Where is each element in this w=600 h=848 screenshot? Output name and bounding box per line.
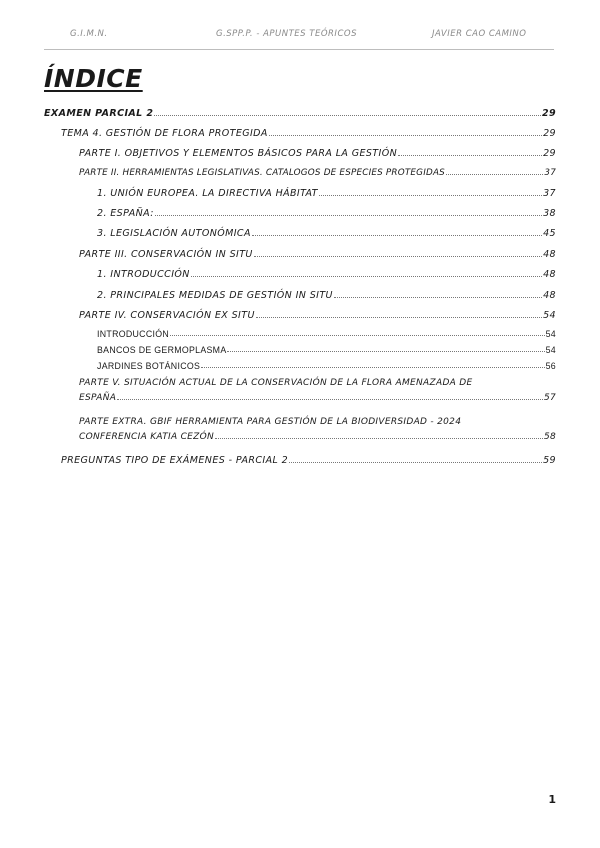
- toc-entry-page: 48: [543, 269, 556, 280]
- toc-entry-page: 54: [543, 310, 556, 321]
- dot-leader: [252, 235, 542, 236]
- dot-leader: [201, 367, 544, 368]
- toc-entry-union-europea[interactable]: [97, 188, 556, 199]
- toc-entry-label-line1: PARTE V. SITUACIÓN ACTUAL DE LA CONSERVACIÓN DE LA FLORA AMENAZADA DE: [79, 378, 473, 388]
- toc-entry-label: BANCOS DE GERMOPLASMA: [97, 345, 227, 355]
- toc-entry-introduccion-insitu[interactable]: [97, 269, 556, 280]
- toc-entry-label: PARTE I. OBJETIVOS Y ELEMENTOS BÁSICOS PARA LA GESTIÓN: [79, 148, 398, 159]
- toc-entry-label: TEMA 4. GESTIÓN DE FLORA PROTEGIDA: [61, 128, 268, 139]
- toc-entry-label: EXAMEN PARCIAL 2: [44, 108, 154, 119]
- toc-entry-page: 37: [543, 188, 556, 199]
- toc-entry-page: 48: [543, 249, 556, 260]
- toc-entry-label: PARTE II. HERRAMIENTAS LEGISLATIVAS. CATALOGOS DE ESPECIES PROTEGIDAS: [79, 168, 445, 178]
- toc-entry-parte-extra[interactable]: [79, 417, 556, 442]
- toc-entry-label-line2: CONFERENCIA KATIA CEZÓN: [79, 432, 215, 442]
- toc-entry-page: 29: [541, 108, 556, 119]
- header-right: JAVIER CAO CAMINO: [432, 29, 527, 39]
- dot-leader: [269, 135, 542, 136]
- dot-leader: [215, 438, 543, 439]
- toc-entry-page: 29: [543, 148, 556, 159]
- dot-leader: [154, 115, 541, 116]
- dot-leader: [254, 256, 542, 257]
- toc-entry-page: 54: [545, 329, 556, 339]
- toc-entry-legislacion-autonomica[interactable]: [97, 228, 556, 239]
- toc-entry-label: 2. ESPAÑA:: [97, 208, 154, 219]
- toc-entry-parte4[interactable]: [79, 310, 556, 321]
- dot-leader: [227, 351, 544, 352]
- toc-entry-page: 57: [543, 393, 556, 403]
- toc-entry-label: JARDINES BOTÁNICOS: [97, 361, 201, 371]
- toc-entry-page: 59: [543, 455, 556, 466]
- toc-entry-parte2[interactable]: [79, 168, 556, 178]
- header-center: G.SPP.P. - APUNTES TEÓRICOS: [216, 29, 357, 39]
- toc-entry-jardines-botanicos[interactable]: [97, 361, 556, 371]
- toc-entry-tema4[interactable]: [61, 128, 556, 139]
- toc-entry-bancos-germoplasma[interactable]: [97, 345, 556, 355]
- toc-entry-page: 45: [543, 228, 556, 239]
- dot-leader: [334, 297, 542, 298]
- dot-leader: [446, 174, 543, 175]
- toc-entry-label: 2. PRINCIPALES MEDIDAS DE GESTIÓN IN SITU: [97, 290, 333, 301]
- toc-entry-preguntas[interactable]: [61, 455, 556, 466]
- toc-entry-page: 54: [545, 345, 556, 355]
- toc-entry-examen[interactable]: [44, 108, 556, 119]
- dot-leader: [398, 155, 542, 156]
- toc-entry-page: 29: [543, 128, 556, 139]
- toc-entry-label: 1. INTRODUCCIÓN: [97, 269, 190, 280]
- page-title: ÍNDICE: [44, 64, 143, 93]
- dot-leader: [191, 276, 542, 277]
- toc-entry-page: 56: [545, 361, 556, 371]
- toc-entry-medidas-insitu[interactable]: [97, 290, 556, 301]
- toc-entry-espana[interactable]: [97, 208, 556, 219]
- page-number: 1: [548, 793, 556, 806]
- dot-leader: [155, 215, 542, 216]
- toc-entry-label: 1. UNIÓN EUROPEA. LA DIRECTIVA HÁBITAT: [97, 188, 318, 199]
- dot-leader: [289, 462, 542, 463]
- dot-leader: [170, 335, 545, 336]
- toc-entry-label-line1: PARTE EXTRA. GBIF HERRAMIENTA PARA GESTIÓN DE LA BIODIVERSIDAD - 2024: [79, 417, 462, 427]
- toc-entry-label: PREGUNTAS TIPO DE EXÁMENES - PARCIAL 2: [61, 455, 289, 466]
- dot-leader: [117, 399, 543, 400]
- toc-entry-label-line2: ESPAÑA: [79, 393, 117, 403]
- toc-entry-page: 37: [544, 168, 556, 178]
- toc-entry-parte3[interactable]: [79, 249, 556, 260]
- toc-entry-page: 38: [543, 208, 556, 219]
- toc-entry-label: INTRODUCCIÓN: [97, 329, 170, 339]
- toc-entry-parte5[interactable]: [79, 378, 556, 403]
- dot-leader: [319, 195, 542, 196]
- toc-entry-label: PARTE IV. CONSERVACIÓN EX SITU: [79, 310, 255, 321]
- toc-entry-parte1[interactable]: [79, 148, 556, 159]
- toc-entry-label: PARTE III. CONSERVACIÓN IN SITU: [79, 249, 253, 260]
- toc-entry-introduccion-exsitu[interactable]: [97, 329, 556, 339]
- toc-entry-page: 58: [543, 432, 556, 442]
- toc-entry-page: 48: [543, 290, 556, 301]
- header-left: G.I.M.N.: [70, 29, 108, 39]
- dot-leader: [256, 317, 542, 318]
- toc-entry-label: 3. LEGISLACIÓN AUTONÓMICA: [97, 228, 251, 239]
